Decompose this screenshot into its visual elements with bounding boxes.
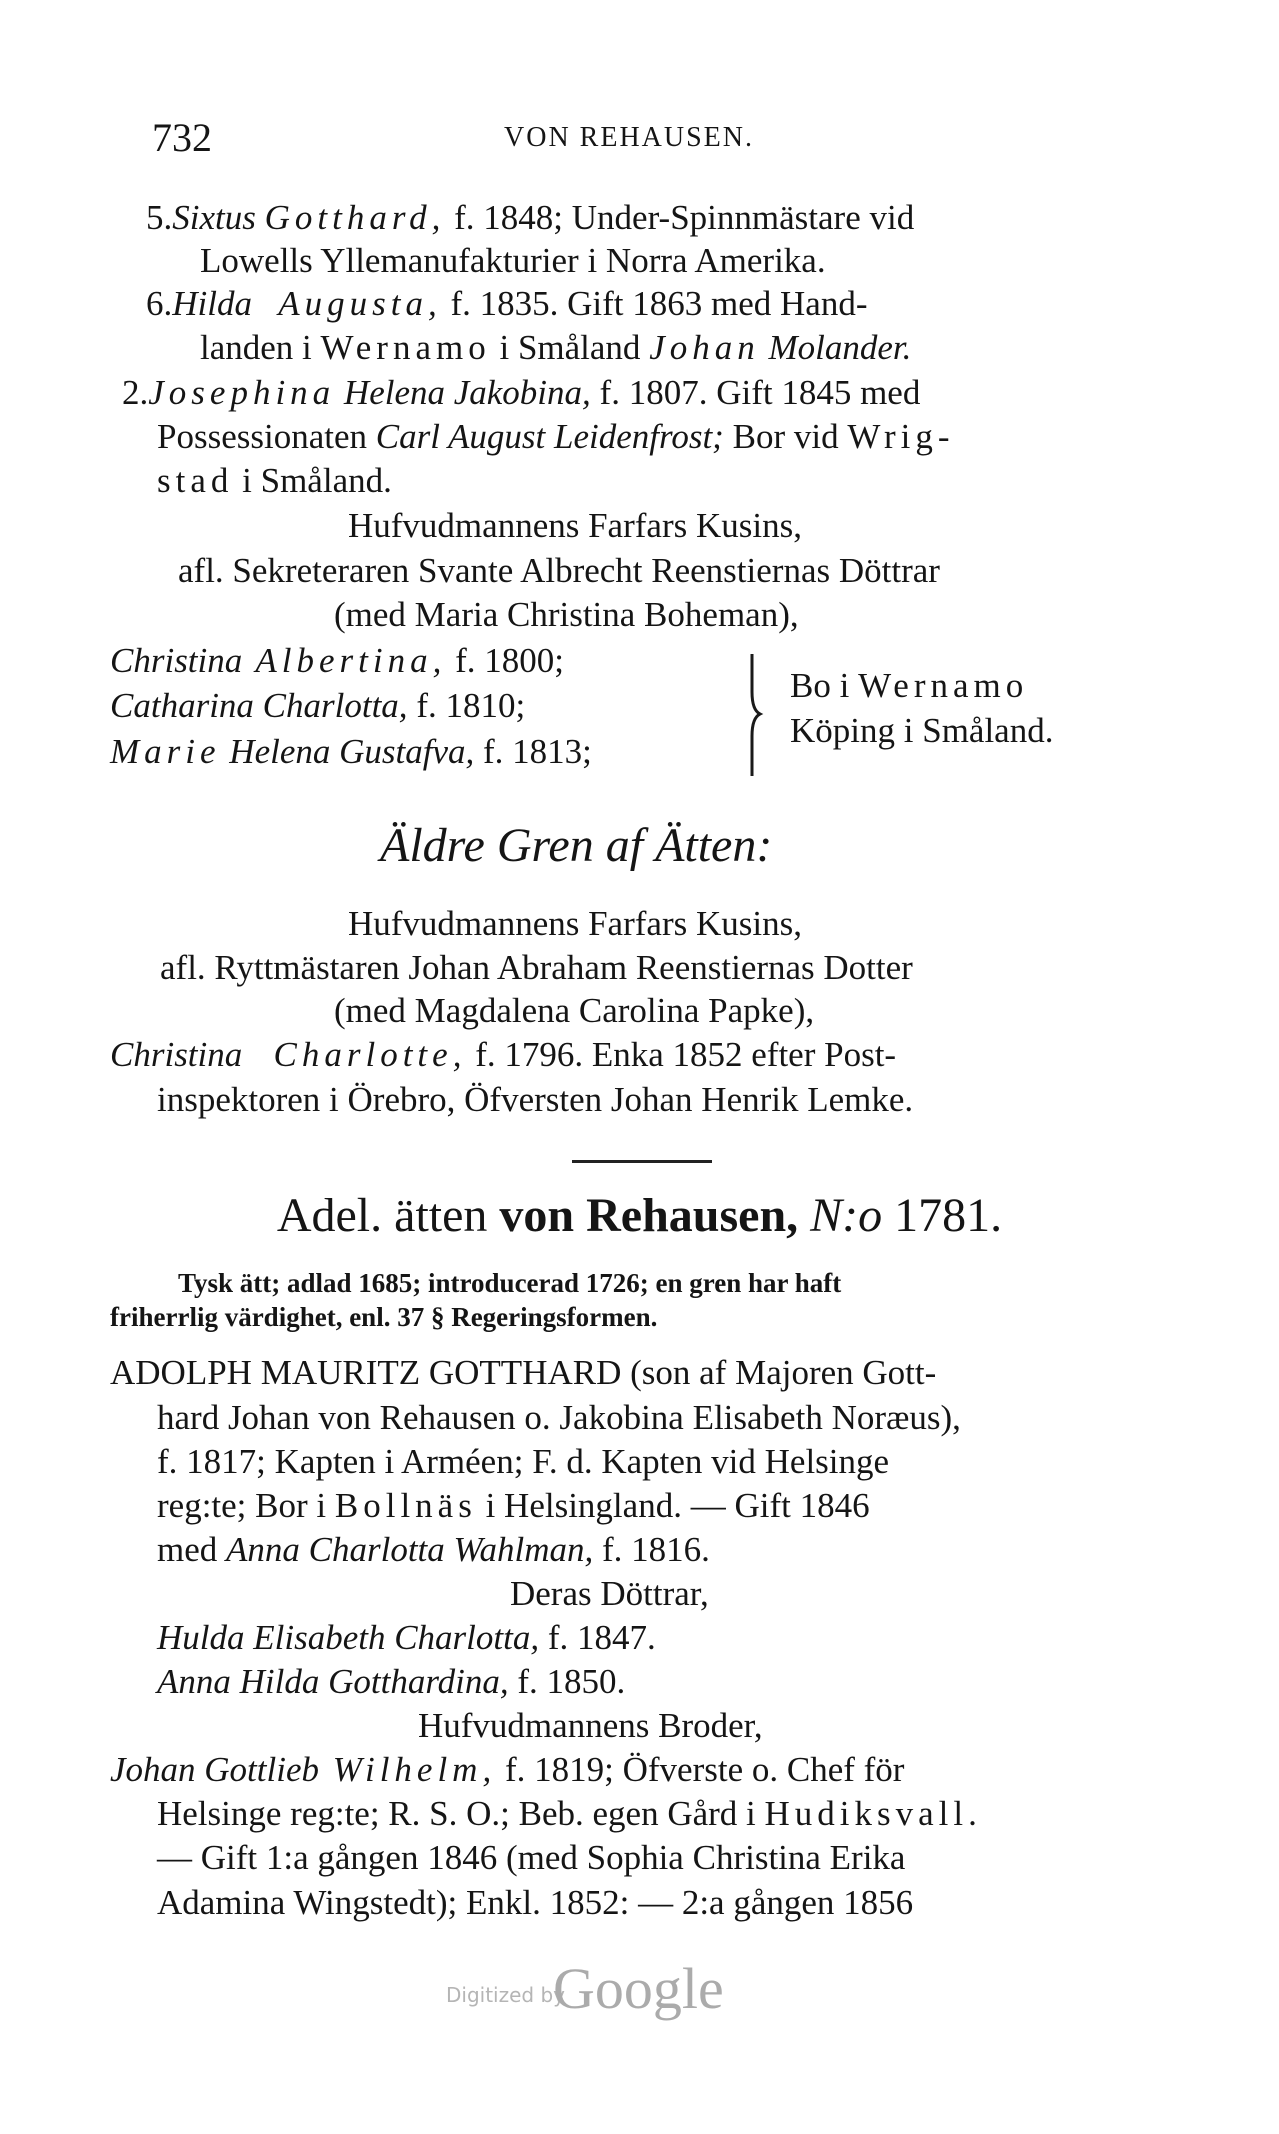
entry-text: f. 1813; <box>474 732 592 771</box>
place-name: Wernamo <box>320 328 491 367</box>
entry-text: Possessionaten <box>157 417 376 456</box>
brother-line: Adamina Wingstedt); Enkl. 1852: — 2:a gången 1856 <box>157 1883 914 1922</box>
entry-text: i Småland <box>490 328 650 367</box>
section-heading: Deras Döttrar, <box>510 1574 709 1613</box>
entry-number: 6. <box>146 284 173 323</box>
section-line: afl. Sekreteraren Svante Albrecht Reenstiernas Döttrar <box>178 551 940 590</box>
person-name: Charlotte, <box>259 1035 467 1074</box>
entry-2-line-2 <box>157 419 955 454</box>
entry-text: f. 1819; Öfverste o. Chef för <box>496 1750 905 1789</box>
daughter-entry <box>110 688 525 723</box>
entry-text: f. 1816. <box>593 1530 710 1569</box>
residence-line <box>790 668 1028 703</box>
family-number: 1781. <box>882 1189 1003 1242</box>
place-name: Bollnäs <box>334 1486 477 1525</box>
entry-text: med <box>157 1530 227 1569</box>
main-line <box>157 1532 710 1567</box>
place-name: Hudiksvall. <box>764 1794 982 1833</box>
entry-text: f. 1850. <box>508 1662 626 1701</box>
entry-text: Bo i <box>790 666 859 705</box>
section-heading: Hufvudmannens Broder, <box>418 1706 763 1745</box>
number-label: N:o <box>798 1189 883 1242</box>
daughter-entry <box>157 1620 656 1655</box>
entry-number: 5. <box>146 198 173 237</box>
daughter-entry <box>110 734 592 769</box>
entry-2-line-1 <box>122 375 920 410</box>
brother-line: — Gift 1:a gången 1846 (med Sophia Christina Erika <box>157 1838 906 1877</box>
main-line: f. 1817; Kapten i Arméen; F. d. Kapten vid Helsinge <box>157 1442 890 1481</box>
daughter-entry <box>157 1664 625 1699</box>
main-line: hard Johan von Rehausen o. Jakobina Elisabeth Noræus), <box>157 1398 961 1437</box>
main-line: ADOLPH MAURITZ GOTTHARD (son af Majoren Gott- <box>110 1353 937 1392</box>
person-name: Helena Gustafva, <box>220 732 475 771</box>
intro-line: Tysk ätt; adlad 1685; introducerad 1726; en gren har haft <box>178 1268 842 1298</box>
section-heading: Hufvudmannens Farfars Kusins, <box>348 904 802 943</box>
spouse-name: Molander. <box>759 328 912 367</box>
entry-text: i Småland. <box>233 461 392 500</box>
section-heading: Hufvudmannens Farfars Kusins, <box>348 506 802 545</box>
section-line: afl. Ryttmästaren Johan Abraham Reenstiernas Dotter <box>160 948 913 987</box>
family-name: von Rehausen, <box>499 1189 799 1242</box>
person-name: Anna Hilda Gotthardina, <box>157 1662 509 1701</box>
person-name: Hilda <box>172 284 252 323</box>
person-name: Helena Jakobina, <box>335 373 591 412</box>
person-name: Hulda Elisabeth Charlotta, <box>157 1618 540 1657</box>
entry-text: f. 1848; Under-Spinnmästare vid <box>445 198 915 237</box>
person-name: Gotthard, <box>264 198 446 237</box>
person-name: Augusta, <box>278 284 442 323</box>
entry-2-line-3 <box>157 463 392 498</box>
person-name: Catharina Charlotta, <box>110 686 408 725</box>
daughter-entry <box>110 643 564 678</box>
entry-text: reg:te; Bor i <box>157 1486 335 1525</box>
branch-heading: Äldre Gren af Ätten: <box>380 819 773 872</box>
main-line <box>157 1488 870 1523</box>
running-title: VON REHAUSEN. <box>504 122 754 153</box>
page-number: 732 <box>152 115 212 160</box>
person-name: Johan Gottlieb <box>110 1750 319 1789</box>
intro-line: friherrlig värdighet, enl. 37 § Regeringsformen. <box>110 1302 658 1332</box>
entry-text: f. 1835. Gift 1863 med Hand- <box>441 284 868 323</box>
entry-text: f. 1807. Gift 1845 med <box>590 373 921 412</box>
entry-text: Helsinge reg:te; R. S. O.; Beb. egen Gård i <box>157 1794 765 1833</box>
entry-text: f. 1810; <box>407 686 526 725</box>
brother-line <box>110 1752 904 1787</box>
person-name: Albertina, <box>242 641 447 680</box>
spouse-name: Carl August Leidenfrost; <box>375 417 724 456</box>
person-name: Marie <box>110 732 221 771</box>
brace-bracket <box>746 652 770 778</box>
entry-6-line-1 <box>146 286 867 321</box>
entry-text: f. 1847. <box>539 1618 656 1657</box>
section-line: inspektoren i Örebro, Öfversten Johan Henrik Lemke. <box>157 1080 914 1119</box>
spouse-name: Johan <box>649 328 760 367</box>
entry-number: 2. <box>122 373 149 412</box>
section-line: (med Maria Christina Boheman), <box>334 595 799 634</box>
entry-text: f. 1800; <box>446 641 564 680</box>
spouse-name: Anna Charlotta Wahlman, <box>226 1530 594 1569</box>
person-name: Christina <box>110 1035 243 1074</box>
entry-text: Bor vid <box>723 417 848 456</box>
section-line: (med Magdalena Carolina Papke), <box>334 991 815 1030</box>
place-name: Wrig- <box>847 417 955 456</box>
place-name: stad <box>157 461 234 500</box>
entry-text: landen i <box>200 328 321 367</box>
entry-6-line-2 <box>200 330 911 365</box>
section-line <box>110 1037 896 1072</box>
google-logo: Google <box>553 1956 724 2021</box>
digitized-by-text: Digitized by <box>446 1983 565 2007</box>
person-name: Christina <box>110 641 243 680</box>
divider <box>572 1160 712 1163</box>
person-name: Wilhelm, <box>319 1750 497 1789</box>
title-prefix: Adel. ätten <box>276 1189 500 1242</box>
entry-5-line-2: Lowells Yllemanufakturier i Norra Amerika. <box>200 241 826 280</box>
entry-text: f. 1796. Enka 1852 efter Post- <box>466 1035 897 1074</box>
person-name: Josephina <box>148 373 336 412</box>
person-name: Sixtus <box>172 198 256 237</box>
residence-line: Köping i Småland. <box>790 711 1054 750</box>
family-title <box>0 1189 1279 1242</box>
place-name: Wernamo <box>858 666 1029 705</box>
entry-text: i Helsingland. — Gift 1846 <box>476 1486 870 1525</box>
entry-5-line-1 <box>146 200 914 235</box>
brother-line <box>157 1796 982 1831</box>
